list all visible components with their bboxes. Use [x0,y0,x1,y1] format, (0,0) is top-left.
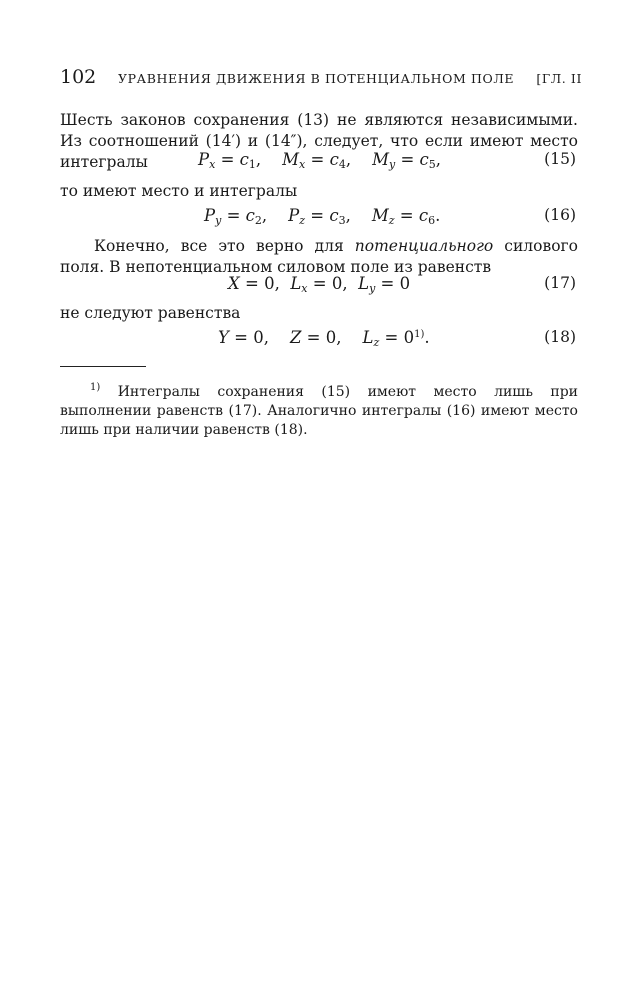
equation-17-formula: X = 0, $L_x = 0$, $L_y = 0$ [228,274,411,295]
page-number: 102 [60,66,97,88]
equation-16-formula: $P_y = c_2$, $P_z = c_3$, $M_z = c_6$. [204,206,441,227]
footnote-divider [60,366,146,367]
footnote-reference: 1) [414,329,425,340]
chapter-reference: [ГЛ. II [536,71,582,86]
paragraph-potential-field: Конечно, все это верно для потенциального силового поля. В непотенциальном силовом поле из равенств [60,237,578,276]
emphasis-potential: потенциального [354,237,494,255]
page-header [60,66,582,88]
equation-15-formula: $P_x = c_1$, $M_x = c_4$, $M_y = c_5$, [198,150,442,171]
equation-17 [60,274,576,298]
equation-16 [60,206,576,230]
footnote [60,378,578,440]
footnote-text: Интегралы сохранения (15) имеют место лишь при выполнении равенств (17). Аналогично интегралы (16) имеют место лишь при наличии равенств (18). [60,384,578,438]
footnote-mark: 1) [90,382,101,393]
equation-18-formula: Y = 0, Z = 0, $L_z = 0^{1)}$. [218,328,430,349]
equation-15 [60,150,576,174]
paragraph-conservation-laws: Шесть законов сохранения (13) не являются независимыми. Из соотношений (14′) и (14″), следует, что если имеют место интегралы [60,111,578,171]
equation-17-number: (17) [544,274,576,292]
equation-18-number: (18) [544,328,576,346]
paragraph-not-follow: не следуют равенства [60,304,241,322]
equation-16-number: (16) [544,206,576,224]
paragraph-then-integrals: то имеют место и интегралы [60,182,298,200]
equation-18 [60,328,576,352]
equation-15-number: (15) [544,150,576,168]
running-title: УРАВНЕНИЯ ДВИЖЕНИЯ В ПОТЕНЦИАЛЬНОМ ПОЛЕ [118,71,515,86]
